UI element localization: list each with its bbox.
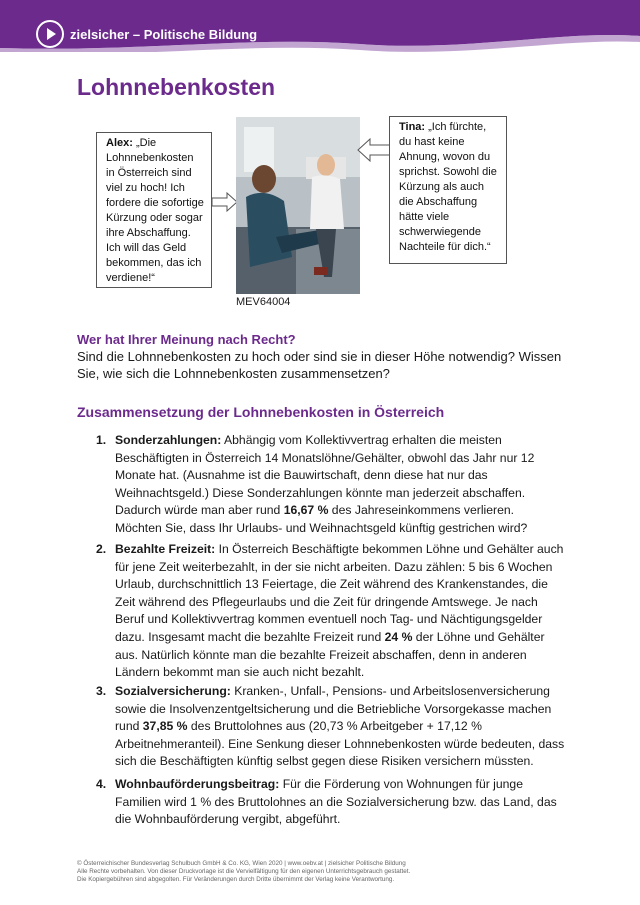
item-percent: 16,67 % [283, 503, 329, 518]
brand [36, 20, 257, 48]
item-number: 3. [96, 684, 107, 698]
item-label: Sozialversicherung: [115, 684, 231, 698]
item-label: Bezahlte Freizeit: [115, 542, 216, 556]
page-title: Lohnnebenkosten [77, 74, 276, 100]
footer [77, 860, 557, 884]
question-text: Sind die Lohnnebenkosten zu hoch oder sind sie in dieser Höhe notwendig? Wissen Sie, wie sich die Lohnnebenkosten zusammensetzen? [77, 349, 562, 381]
footer-line: © Österreichischer Bundesverlag Schulbuch GmbH & Co. KG, Wien 2020 | www.oebv.at | zielsicher Politische Bildung [77, 860, 406, 867]
photo-caption: MEV64004 [236, 296, 291, 308]
footer-line: Alle Rechte vorbehalten. Von dieser Druckvorlage ist die Vervielfältigung für den eigenen Unterrichtsgebrauch gestattet. [77, 868, 411, 875]
item-text: Für die Förderung von Wohnungen für junge Familien wird 1 % des Bruttolohnes an die Sozialversicherung bzw. das Land, das die Wohnbauförderung vergibt, abgeführt. [115, 777, 557, 827]
arrow-right-icon [211, 192, 239, 212]
item-label: Sonderzahlungen: [115, 433, 222, 447]
item-text-end: des Bruttolohnes aus (20,73 % Arbeitgeber + 17,12 % Arbeitnehmeranteil). Eine Senkung dieser Lohnnebenkosten würde bedeuten, dass sich die Beschäftigten künftig selbst gegen diese Risiken versichern müssten. [115, 719, 565, 769]
item-label: Wohnbauförderungsbeitrag: [115, 777, 280, 791]
tina-text: „Ich fürchte, du hast keine Ahnung, wovon du sprichst. Sowohl die Kürzung als auch die Abschaffung hätte viele schwerwiegende Nachteile für dich.“ [399, 121, 497, 253]
tina-speech-box [389, 116, 507, 264]
alex-speech-box [96, 132, 212, 288]
item-number: 1. [96, 433, 107, 447]
alex-name: Alex: [106, 137, 133, 149]
footer-line: Die Kopiergebühren sind abgegolten. Für Veränderungen durch Dritte übernimmt der Verlag keine Verantwortung. [77, 876, 395, 883]
list-item [96, 776, 566, 829]
section-title: Zusammensetzung der Lohnnebenkosten in Österreich [77, 404, 445, 420]
list-item [96, 683, 566, 771]
item-question: Möchten Sie, dass Ihr Urlaubs- und Weihnachtsgeld künftig gestrichen wird? [115, 520, 528, 535]
play-circle-icon [36, 20, 64, 48]
photo-image [236, 117, 360, 294]
arrow-left-icon [356, 138, 392, 162]
alex-text: „Die Lohnnebenkosten in Österreich sind viel zu hoch! Ich fordere die sofortige Kürzung oder sogar ihre Abschaffung. Ich will das Geld bekommen, das ich verdiene!“ [106, 137, 204, 284]
list-item [96, 432, 566, 538]
item-text-end: des Jahreseinkommens verlieren. [328, 503, 515, 518]
item-number: 4. [96, 777, 107, 791]
item-text: In Österreich Beschäftigte bekommen Löhne und Gehälter auch für jene Zeit weiterbezahlt, in der sie nicht arbeiten. Dazu zählen: 5 bis 6 Wochen Urlaub, durchschnittlich 13 Feiertage, die Zeit während des Krankenstandes, die Zeit während des Pflegeurlaubs und die Zeit für dringende Amtswege. Je nach Beruf und Kollektivvertrag kommen eventuell noch Tag- und Nächtigungsgelder dazu. Insgesamt macht die bezahlte Freizeit rund [115, 542, 564, 644]
item-number: 2. [96, 542, 107, 556]
photo [236, 117, 360, 294]
question-title: Wer hat Ihrer Meinung nach Recht? [77, 332, 296, 347]
item-text: Kranken-, Unfall-, Pensions- und Arbeitslosenversicherung sowie die Insolvenzentgeltsicherung und die Betriebliche Vorsorgekasse machen rund [115, 684, 552, 734]
brand-text: zielsicher – Politische Bildung [70, 26, 258, 42]
tina-name: Tina: [399, 121, 426, 133]
header-banner [0, 0, 640, 52]
item-text-end: der Löhne und Gehälter aus. Natürlich könnte man die bezahlte Freizeit abschaffen, denn in anderen Ländern bekommt man sie auch nicht bezahlt. [115, 629, 545, 680]
item-percent: 24 % [384, 629, 413, 644]
item-text: Abhängig vom Kollektivvertrag erhalten die meisten Beschäftigten in Österreich 14 Monatslöhne/Gehälter, obwohl das Jahr nur 12 Monate hat. (Ausnahme ist die Bauwirtschaft, denn diese hat nur das Weihnachtsgeld.) Diese Sonderzahlungen könnte man jederzeit abschaffen. Dadurch würde man aber rund [115, 433, 535, 518]
list-item [96, 541, 566, 682]
item-percent: 37,85 % [142, 719, 188, 734]
